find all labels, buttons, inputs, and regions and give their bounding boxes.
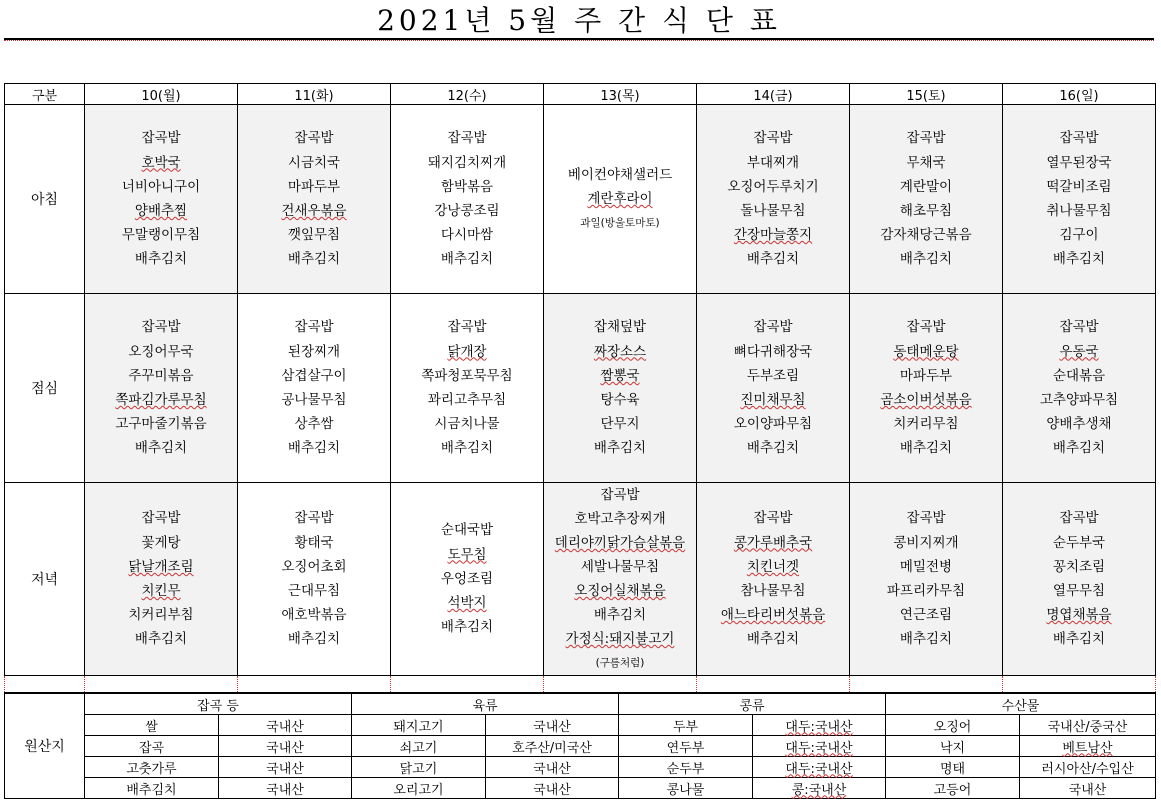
origin-item: 콩나물 [619, 778, 753, 799]
origin-country: 국내산 [1020, 778, 1156, 799]
menu-item: 배추김치 [287, 631, 341, 648]
menu-cell [85, 483, 238, 676]
menu-cell [391, 105, 544, 294]
origin-item: 고춧가루 [85, 757, 219, 778]
origin-item: 닭고기 [352, 757, 486, 778]
menu-item: 배추김치 [440, 251, 494, 268]
menu-item: 배추김치 [593, 440, 647, 457]
menu-cell [391, 294, 544, 483]
menu-item: 잡곡밥 [447, 319, 487, 336]
menu-item: 다시마쌈 [440, 227, 494, 244]
menu-item: 공나물무침 [281, 392, 347, 408]
menu-item: 시금치국 [287, 154, 341, 171]
menu-item: 김구이 [1059, 227, 1099, 244]
origin-country: 국내산 [486, 715, 619, 736]
menu-item: 우엉조림 [440, 570, 494, 587]
menu-item: 깻잎무침 [287, 227, 341, 244]
menu-cell [85, 294, 238, 483]
menu-item: 잡곡밥 [141, 319, 181, 336]
origin-item: 낙지 [886, 736, 1020, 757]
menu-item: 애느타리버섯볶음 [720, 607, 826, 624]
menu-item: 고추양파무침 [1039, 392, 1119, 408]
menu-item: 세발나물무침 [580, 559, 660, 575]
menu-item: 잡곡밥 [294, 130, 334, 147]
menu-item: 배추김치 [746, 251, 800, 268]
menu-item: 잡곡밥 [294, 510, 334, 527]
menu-item: 양배추찜 [134, 203, 188, 219]
menu-item: 배추김치 [440, 619, 494, 636]
origin-group-header: 수산물 [886, 694, 1156, 715]
menu-item: 취나물무침 [1046, 203, 1112, 219]
menu-item: 배추김치 [1052, 440, 1106, 457]
menu-cell [697, 105, 850, 294]
origin-item: 쌀 [85, 715, 219, 736]
menu-item: 쪽파청포묵무침 [421, 367, 513, 384]
menu-cell [1003, 105, 1156, 294]
menu-item: 순대국밥 [440, 522, 494, 539]
menu-item: 너비아니구이 [121, 178, 201, 195]
menu-item: 무채국 [906, 154, 946, 171]
menu-item: 고구마줄기볶음 [115, 416, 207, 433]
origin-country: 국내산 [219, 715, 352, 736]
menu-item: 탕수육 [600, 392, 640, 408]
menu-item: 메밀전병 [899, 558, 953, 575]
menu-cell [1003, 483, 1156, 676]
menu-item: 오이양파무침 [733, 416, 813, 433]
page-title: 2021년 5월 주 간 식 단 표 [4, 4, 1154, 40]
menu-item: 두부조림 [746, 367, 800, 384]
menu-item: 진미채무침 [740, 392, 806, 408]
menu-item: 상추쌈 [294, 416, 334, 433]
menu-item: 계란후라이 [587, 190, 653, 207]
menu-cell [238, 105, 391, 294]
menu-item: 치킨너겟 [746, 558, 800, 575]
menu-item: 순두부국 [1052, 534, 1106, 551]
origin-country: 호주산/미국산 [486, 736, 619, 757]
menu-item: 배추김치 [899, 440, 953, 457]
origin-country: 대두:국내산 [753, 736, 886, 757]
menu-cell [850, 105, 1003, 294]
menu-item: 짜장소스 [593, 343, 647, 360]
menu-item: 잡곡밥 [906, 510, 946, 527]
origin-country: 대두:국내산 [753, 757, 886, 778]
menu-item: 부대찌개 [746, 154, 800, 171]
menu-cell [850, 294, 1003, 483]
origin-item: 두부 [619, 715, 753, 736]
menu-item: 치커리부침 [128, 607, 194, 624]
menu-item: 잡곡밥 [141, 510, 181, 527]
origin-group-header: 콩류 [619, 694, 886, 715]
menu-item: 배추김치 [440, 440, 494, 457]
menu-item: 잡곡밥 [906, 319, 946, 336]
header-category: 구분 [5, 84, 85, 105]
menu-item: 잡곡밥 [447, 130, 487, 147]
menu-item: (구름처럼) [595, 657, 645, 669]
menu-item: 오징어실채볶음 [574, 583, 666, 599]
menu-item: 호박고추장찌개 [574, 511, 666, 527]
menu-item: 뼈다귀해장국 [733, 343, 813, 360]
menu-item: 삼겹살구이 [281, 367, 347, 384]
origin-item: 쇠고기 [352, 736, 486, 757]
origin-group-row [5, 694, 1156, 715]
menu-cell [697, 294, 850, 483]
meal-row [5, 294, 1156, 483]
menu-item: 순대볶음 [1052, 367, 1106, 384]
menu-item: 콩가루배추국 [733, 534, 813, 551]
menu-item: 오징어무국 [128, 343, 194, 360]
menu-item: 배추김치 [746, 440, 800, 457]
menu-cell [544, 483, 697, 676]
menu-item: 참나물무침 [740, 583, 806, 599]
menu-item: 배추김치 [287, 251, 341, 268]
menu-item: 잡곡밥 [1059, 319, 1099, 336]
header-day: 13(목) [544, 84, 697, 105]
menu-item: 데리야끼닭가슴살볶음 [554, 535, 686, 551]
menu-item: 잡곡밥 [906, 130, 946, 147]
menu-item: 치커리무침 [893, 416, 959, 433]
origin-row [5, 778, 1156, 799]
menu-item: 함박볶음 [440, 178, 494, 195]
meal-label: 점심 [5, 294, 85, 483]
header-day: 16(일) [1003, 84, 1156, 105]
origin-item: 돼지고기 [352, 715, 486, 736]
menu-item: 돼지김치찌개 [427, 154, 507, 171]
menu-item: 배추김치 [134, 440, 188, 457]
menu-item: 동태메운탕 [893, 343, 959, 360]
meal-row [5, 483, 1156, 676]
menu-item: 계란말이 [899, 178, 953, 195]
menu-item: 마파두부 [287, 178, 341, 195]
menu-cell [1003, 294, 1156, 483]
header-day: 14(금) [697, 84, 850, 105]
menu-item: 배추김치 [746, 631, 800, 648]
menu-item: 배추김치 [1052, 251, 1106, 268]
origin-country: 국내산 [219, 778, 352, 799]
menu-item: 가정식:돼지불고기 [565, 631, 675, 647]
menu-item: 돌나물무침 [740, 203, 806, 219]
origin-item: 고등어 [886, 778, 1020, 799]
menu-item: 곰소이버섯볶음 [880, 392, 972, 408]
menu-item: 열무무침 [1052, 583, 1106, 599]
origin-country: 국내산 [486, 757, 619, 778]
menu-cell [544, 294, 697, 483]
origin-item: 오징어 [886, 715, 1020, 736]
menu-item: 잡곡밥 [753, 319, 793, 336]
menu-item: 잡곡밥 [141, 130, 181, 147]
menu-cell [697, 483, 850, 676]
menu-item: 오징어초회 [281, 558, 347, 575]
menu-cell [238, 483, 391, 676]
header-day: 11(화) [238, 84, 391, 105]
origin-country: 러시아산/수입산 [1020, 757, 1156, 778]
menu-item: 배추김치 [134, 631, 188, 648]
origin-group-header: 잡곡 등 [85, 694, 352, 715]
menu-item: 근대무침 [287, 583, 341, 599]
menu-item: 단무지 [600, 416, 640, 433]
menu-item: 감자채당근볶음 [880, 227, 972, 244]
origin-country: 대두:국내산 [753, 715, 886, 736]
origin-item: 잡곡 [85, 736, 219, 757]
origin-country: 콩:국내산 [753, 778, 886, 799]
menu-item: 닭날개조림 [128, 558, 194, 575]
origin-country: 국내산 [486, 778, 619, 799]
origin-group-header: 육류 [352, 694, 619, 715]
origin-table [4, 693, 1156, 799]
header-day: 15(토) [850, 84, 1003, 105]
menu-item: 배추김치 [899, 251, 953, 268]
menu-item: 무말랭이무침 [121, 227, 201, 244]
menu-item: 애호박볶음 [281, 607, 347, 624]
menu-item: 오징어두루치기 [727, 178, 819, 195]
header-row [5, 84, 1156, 105]
origin-item: 순두부 [619, 757, 753, 778]
menu-item: 잡곡밥 [600, 487, 640, 503]
menu-item: 떡갈비조림 [1046, 178, 1112, 195]
menu-item: 꽃게탕 [141, 534, 181, 551]
menu-item: 잡채덮밥 [593, 319, 647, 336]
header-day: 10(월) [85, 84, 238, 105]
menu-item: 쪽파김가루무침 [115, 392, 207, 408]
meal-row [5, 105, 1156, 294]
menu-item: 잡곡밥 [753, 130, 793, 147]
menu-item: 배추김치 [134, 251, 188, 268]
menu-item: 강낭콩조림 [434, 203, 500, 219]
spacer-row [5, 676, 1156, 693]
menu-item: 호박국 [141, 154, 181, 171]
menu-item: 해초무침 [899, 203, 953, 219]
menu-item: 주꾸미볶음 [128, 367, 194, 384]
origin-row [5, 715, 1156, 736]
origin-country: 국내산/중국산 [1020, 715, 1156, 736]
origin-country: 국내산 [219, 757, 352, 778]
weekly-menu-table [4, 83, 1156, 693]
menu-item: 간장마늘쫑지 [733, 227, 813, 244]
menu-item: 명엽채볶음 [1046, 607, 1112, 624]
origin-item: 연두부 [619, 736, 753, 757]
menu-item: 석박지 [447, 595, 487, 612]
menu-item: 연근조림 [899, 607, 953, 624]
menu-item: 양배추생채 [1046, 416, 1112, 433]
origin-item: 명태 [886, 757, 1020, 778]
menu-item: 우동국 [1059, 343, 1099, 360]
menu-item: 시금치나물 [434, 416, 500, 433]
origin-country: 국내산 [219, 736, 352, 757]
origin-row [5, 736, 1156, 757]
menu-item: 꽁치조림 [1052, 558, 1106, 575]
menu-item: 배추김치 [899, 631, 953, 648]
menu-cell [850, 483, 1003, 676]
header-day: 12(수) [391, 84, 544, 105]
menu-item: 도무침 [447, 546, 487, 563]
menu-item: 파프리카무침 [886, 583, 966, 599]
menu-item: 잡곡밥 [753, 510, 793, 527]
menu-item: 닭개장 [447, 343, 487, 360]
meal-label: 저녁 [5, 483, 85, 676]
menu-item: 짬뽕국 [600, 367, 640, 384]
menu-cell [544, 105, 697, 294]
origin-item: 오리고기 [352, 778, 486, 799]
menu-item: 과일(방울토마토) [580, 217, 660, 230]
menu-item: 잡곡밥 [1059, 130, 1099, 147]
menu-item: 된장찌개 [287, 343, 341, 360]
menu-item: 배추김치 [593, 607, 647, 623]
origin-country: 베트남산 [1020, 736, 1156, 757]
menu-item: 잡곡밥 [1059, 510, 1099, 527]
menu-item: 마파두부 [899, 367, 953, 384]
menu-cell [238, 294, 391, 483]
title-spacer [4, 40, 1154, 84]
menu-item: 치킨무 [141, 583, 181, 599]
origin-item: 배추김치 [85, 778, 219, 799]
meal-label: 아침 [5, 105, 85, 294]
menu-item: 건새우볶음 [281, 203, 347, 219]
menu-item: 배추김치 [287, 440, 341, 457]
menu-item: 황태국 [294, 534, 334, 551]
origin-label: 원산지 [5, 694, 85, 799]
menu-item: 배추김치 [1052, 631, 1106, 648]
origin-row [5, 757, 1156, 778]
menu-item: 잡곡밥 [294, 319, 334, 336]
menu-item: 콩비지찌개 [893, 534, 959, 551]
menu-cell [391, 483, 544, 676]
menu-item: 꽈리고추무침 [427, 392, 507, 408]
menu-item: 열무된장국 [1046, 154, 1112, 171]
menu-item: 베이컨야채샐러드 [567, 166, 673, 183]
menu-cell [85, 105, 238, 294]
